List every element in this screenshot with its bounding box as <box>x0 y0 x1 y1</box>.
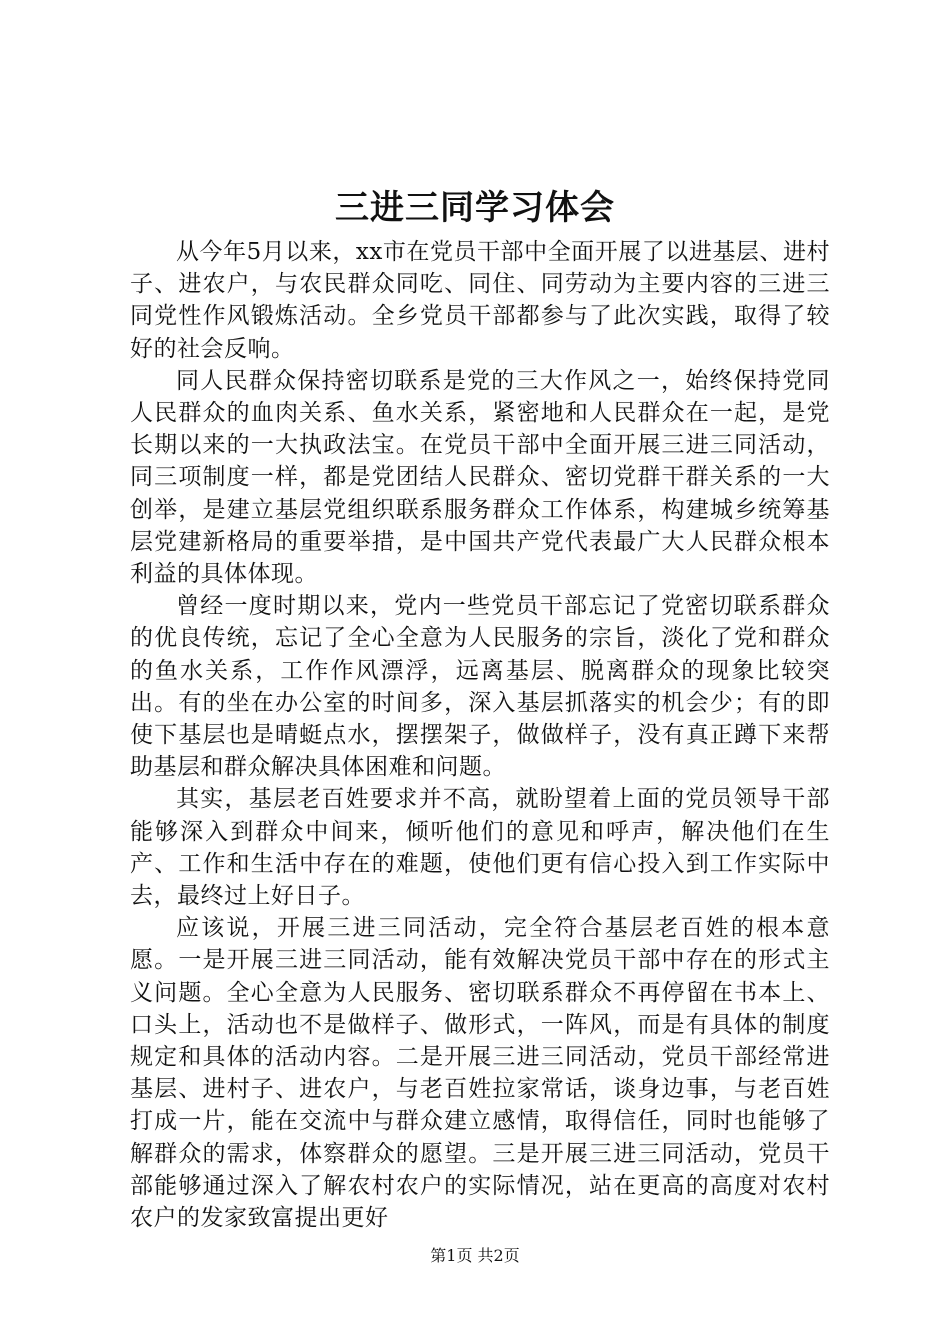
paragraph: 其实，基层老百姓要求并不高，就盼望着上面的党员领导干部能够深入到群众中间来，倾听他们的意见和呼声，解决他们在生产、工作和生活中存在的难题，使他们更有信心投入到工作实际中去，最终过上好日子。 <box>130 786 830 910</box>
document-title: 三进三同学习体会 <box>335 188 615 228</box>
page-footer: 第1页 共2页 <box>430 1246 520 1265</box>
paragraph: 从今年5月以来，xx市在党员干部中全面开展了以进基层、进村子、进农户，与农民群众同吃、同住、同劳动为主要内容的三进三同党性作风锻炼活动。全乡党员干部都参与了此次实践，取得了较好的社会反响。 <box>130 239 830 362</box>
paragraph: 应该说，开展三进三同活动，完全符合基层老百姓的根本意愿。一是开展三进三同活动，能有效解决党员干部中存在的形式主义问题。全心全意为人民服务、密切联系群众不再停留在书本上、口头上，活动也不是做样子、做形式，一阵风，而是有具体的制度规定和具体的活动内容。二是开展三进三同活动，党员干部经常进基层、进村子、进农户，与老百姓拉家常话，谈身边事，与老百姓打成一片，能在交流中与群众建立感情，取得信任，同时也能够了解群众的需求，体察群众的愿望。三是开展三进三同活动，党员干部能够通过深入了解农村农户的实际情况，站在更高的高度对农村农户的发家致富提出更好 <box>130 915 830 1232</box>
paragraph: 曾经一度时期以来，党内一些党员干部忘记了党密切联系群众的优良传统，忘记了全心全意为人民服务的宗旨，淡化了党和群众的鱼水关系，工作作风漂浮，远离基层、脱离群众的现象比较突出。有的坐在办公室的时间多，深入基层抓落实的机会少；有的即使下基层也是晴蜓点水，摆摆架子，做做样子，没有真正蹲下来帮助基层和群众解决具体困难和问题。 <box>130 593 830 781</box>
document-body <box>130 236 830 1234</box>
paragraph: 同人民群众保持密切联系是党的三大作风之一，始终保持党同人民群众的血肉关系、鱼水关系，紧密地和人民群众在一起，是党长期以来的一大执政法宝。在党员干部中全面开展三进三同活动，同三项制度一样，都是党团结人民群众、密切党群干群关系的一大创举，是建立基层党组织联系服务群众工作体系，构建城乡统筹基层党建新格局的重要举措，是中国共产党代表最广大人民群众根本利益的具体体现。 <box>130 367 830 588</box>
